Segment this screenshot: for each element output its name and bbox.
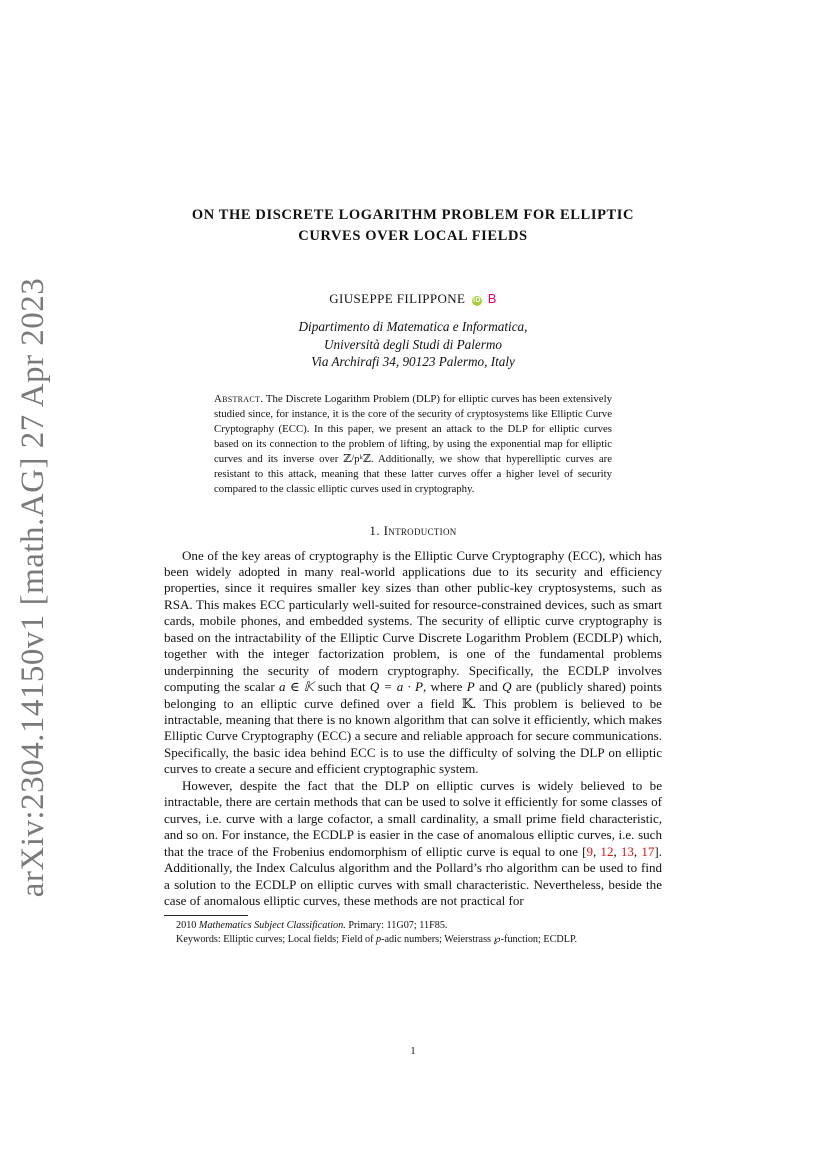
section-title: Introduction bbox=[383, 522, 457, 538]
author-name: GIUSEPPE FILIPPONE bbox=[329, 291, 466, 306]
para1-text-d: and bbox=[474, 679, 503, 695]
paper-title bbox=[164, 205, 662, 247]
page-content bbox=[164, 205, 662, 1057]
footnote-msc bbox=[164, 919, 662, 933]
section-heading bbox=[164, 523, 662, 539]
body-text bbox=[164, 548, 662, 910]
para1-text-f: . This problem is believed to be intractable, meaning that there is no known algorithm that can solve it efficiently, which makes Elliptic Curve Cryptography (ECC) a secure and reliable approach for secure communications. Specifically, the basic idea behind ECC is to use the difficulty of solving the DLP on elliptic curves to create a secure and efficient cryptographic system. bbox=[164, 695, 662, 777]
affiliation-line-1: Dipartimento di Matematica e Informatica, bbox=[298, 319, 528, 334]
title-line-2: CURVES OVER LOCAL FIELDS bbox=[298, 228, 528, 244]
para2-text-a: However, despite the fact that the DLP on elliptic curves is widely believed to be intractable, there are certain methods that can be used to solve it efficiently for some classes of curves, i.e. curve with a large cofactor, a small cardinality, a small prime field characteristic, and so on. For instance, the ECDLP is easier in the case of anomalous elliptic curves, i.e. such that the trace of the Frobenius endomorphism of elliptic curve is equal to one [ bbox=[164, 777, 662, 859]
footnote-divider bbox=[164, 915, 248, 916]
math-field-k: 𝕂 bbox=[461, 695, 474, 711]
abstract-text-1: The Discrete Logarithm Problem (DLP) for elliptic curves has been extensively studied since, for instance, it is the core of the security of cryptosystems like Elliptic Curve Cryptography (ECC). In this paper, we present an attack to the DLP for elliptic curves based on its connection to the problem of lifting, by using the exponential map for elliptic curves and its inverse over bbox=[214, 392, 612, 465]
para1-text-a: One of the key areas of cryptography is the Elliptic Curve Cryptography (ECC), which has been widely adopted in many real-world applications due to its security and efficiency properties, since it requires smaller key sizes than other public-key cryptosystems, such as RSA. This makes ECC particularly well-suited for resource-constrained devices, such as smart cards, mobile phones, and embedded systems. The security of elliptic curve cryptography is based on the intractability of the Elliptic Curve Discrete Logarithm Problem (ECDLP) which, together with the integer factorization problem, is one of the fundamental problems underpinning the security of modern cryptography. Specifically, the ECDLP involves computing the scalar bbox=[164, 547, 662, 695]
paragraph-2: However, despite the fact that the DLP on elliptic curves is widely believed to be intractable, there are certain methods that can be used to solve it efficiently for some classes of curves, i.e. curve with a large cofactor, a small cardinality, a small prime field characteristic, and so on. For instance, the ECDLP is easier in the case of anomalous elliptic curves, i.e. such that the trace of the Frobenius endomorphism of elliptic curve is equal to one [9, 12, 13, 17]. Additionally, the Index Calculus algorithm and the Pollard’s rho algorithm can be used to find a solution to the ECDLP on elliptic curves with small characteristic. Nevertheless, beside the case of anomalous elliptic curves, these methods are not practical for bbox=[164, 777, 662, 909]
keywords-math-p: p bbox=[376, 933, 382, 945]
keywords-text-b: -adic numbers; Weierstrass ℘-function; ECDLP. bbox=[381, 933, 578, 945]
arxiv-sidebar-stamp bbox=[2, 277, 66, 898]
abstract bbox=[214, 392, 612, 497]
citation-link[interactable]: 12 bbox=[600, 843, 614, 859]
math-p: P bbox=[466, 679, 475, 695]
msc-codes: Primary: 11G07; 11F85. bbox=[345, 920, 448, 932]
para1-text-c: , where bbox=[423, 679, 467, 695]
footnote-keywords bbox=[164, 933, 662, 947]
title-line-1: ON THE DISCRETE LOGARITHM PROBLEM FOR ELLIPTIC bbox=[191, 207, 635, 223]
orcid-icon[interactable]: iD bbox=[473, 297, 481, 304]
citation-link[interactable]: 13 bbox=[620, 843, 634, 859]
math-q: Q bbox=[502, 679, 512, 695]
math-a-in-k: a ∈ 𝕂 bbox=[279, 679, 314, 695]
math-q-equals-ap: Q = a · P bbox=[369, 679, 424, 695]
para1-text-b: such that bbox=[313, 679, 370, 695]
author-line bbox=[164, 291, 662, 307]
citation-link[interactable]: 9 bbox=[586, 843, 594, 859]
page-number: 1 bbox=[410, 1046, 416, 1057]
msc-label: Mathematics Subject Classification. bbox=[198, 920, 346, 932]
msc-year: 2010 bbox=[176, 920, 199, 932]
paragraph-1 bbox=[164, 548, 662, 778]
keywords-text-a: Keywords: Elliptic curves; Local fields; Field of bbox=[176, 933, 377, 945]
abstract-math: ℤ/pᵏℤ bbox=[343, 452, 371, 465]
affiliation-line-2: Università degli Studi di Palermo bbox=[323, 336, 502, 352]
abstract-label: Abstract. bbox=[214, 392, 264, 405]
arxiv-identifier: arXiv:2304.14150v1 [math.AG] 27 Apr 2023 bbox=[15, 277, 52, 898]
para2-text-b: ]. Additionally, the Index Calculus algorithm and the Pollard’s rho algorithm can be used to find a solution to the ECDLP on elliptic curves with small characteristic. Nevertheless, beside the case of anomalous elliptic curves, these methods are not practical for bbox=[164, 843, 662, 909]
footnotes bbox=[164, 919, 662, 946]
affiliation bbox=[164, 318, 662, 371]
para1-text-e: are (publicly shared) points belonging to an elliptic curve defined over a field bbox=[164, 679, 662, 711]
citation-link[interactable]: 17 bbox=[641, 843, 655, 859]
abstract-text-2: . Additionally, we show that hyperelliptic curves are resistant to this attack, meaning that these latter curves offer a higher level of security compared to the classic elliptic curves used in cryptography. bbox=[214, 452, 612, 495]
affiliation-line-3: Via Archirafi 34, 90123 Palermo, Italy bbox=[311, 354, 515, 369]
section-number: 1. bbox=[369, 522, 380, 538]
email-link-icon[interactable]: B bbox=[487, 291, 497, 306]
